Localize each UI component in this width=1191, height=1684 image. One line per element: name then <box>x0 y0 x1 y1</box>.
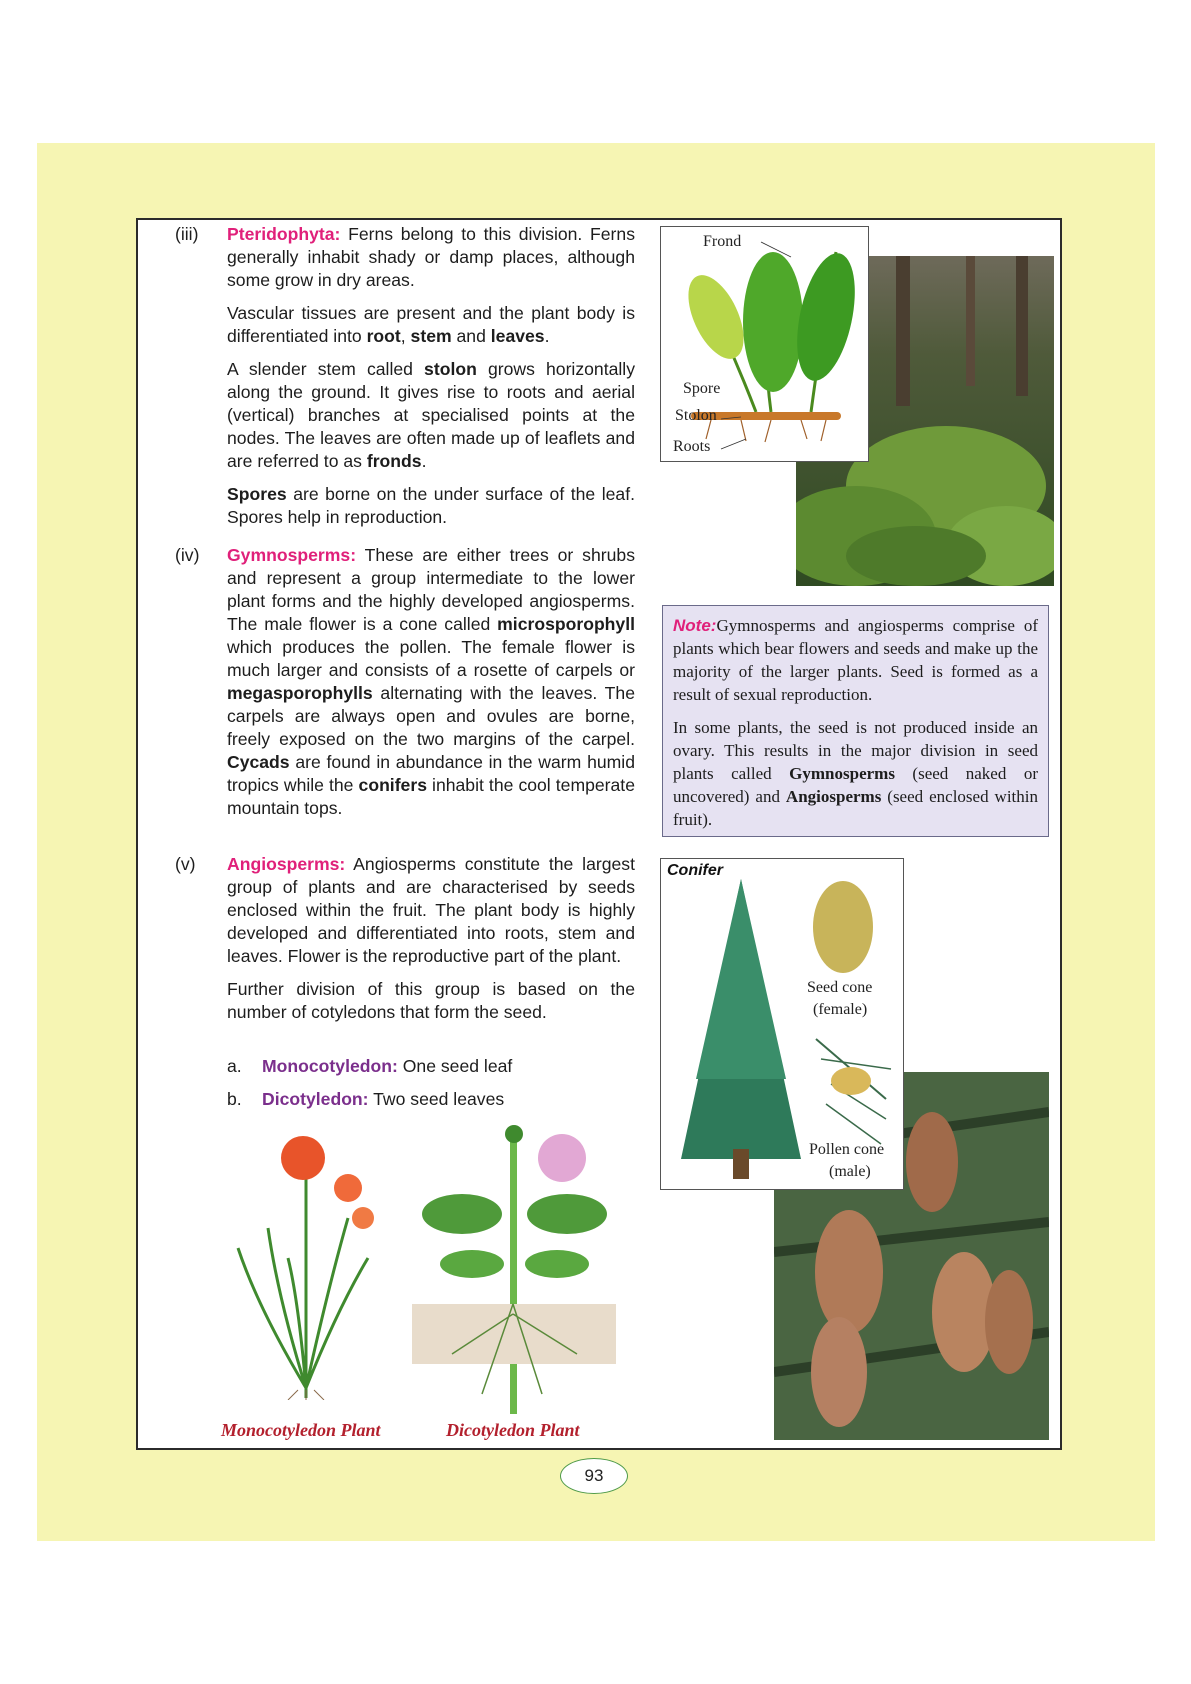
label-frond: Frond <box>703 233 742 250</box>
label-seed-cone: Seed cone <box>807 979 873 996</box>
section-pteridophyta: (iii) Pteridophyta: Ferns belong to this division. Ferns generally inhabit shady or damp places, although some grow in dry areas. Vascular tissues are present and the plant body is differentiated into root, stem and leaves. A slender stem called stolon grows horizontally along the ground. It gives rise to roots and aerial (vertical) branches at specialised points at the nodes. The leaves are often made up of leaflets and are referred to as fronds. Spores are borne on the under surface of the leaf. Spores help in reproduction. <box>175 224 635 527</box>
monocotyledon-illustration <box>218 1128 394 1400</box>
label-female: (female) <box>813 1001 868 1018</box>
label-spore: Spore <box>683 380 721 397</box>
fern-illustration <box>661 227 868 461</box>
label-stolon: Stolon <box>675 407 717 424</box>
section-number: (iv) <box>175 545 200 565</box>
section-title: Gymnosperms: <box>227 545 357 565</box>
section-number: (v) <box>175 854 196 874</box>
section-gymnosperms: (iv) Gymnosperms: These are either trees or shrubs and represent a group intermediate to the lower plant forms and the highly developed angiosperms. The male flower is a cone called microsporophyll which produces the pollen. The female flower is much larger and consists of a rosette of carpels or megasporophylls alternating with the leaves. The carpels are always open and ovules are borne, freely exposed on the two margins of the carpel. Cycads are found in abundance in the warm humid tropics while the conifers inhabit the cool temperate mountain tops. <box>175 545 635 818</box>
section-title: Pteridophyta: <box>227 224 341 244</box>
label-male: (male) <box>829 1163 871 1180</box>
label-pollen-cone: Pollen cone <box>809 1141 885 1158</box>
conifer-illustration <box>661 859 903 1189</box>
dicotyledon-illustration <box>412 1124 616 1414</box>
conifer-title: Conifer <box>667 862 723 879</box>
list-item-dicotyledon: b. Dicotyledon: Two seed leaves <box>227 1089 505 1109</box>
section-angiosperms: (v) Angiosperms: Angiosperms constitute the largest group of plants and are characterised by seeds enclosed within the fruit. The plant body is highly developed and differentiated into roots, stem and leaves. Flower is the reproductive part of the plant. Further division of this group is based on the number of cotyledons that form the seed. <box>175 854 635 1022</box>
conifer-diagram <box>660 858 904 1190</box>
note-label: Note: <box>673 616 717 635</box>
list-item-monocotyledon: a. Monocotyledon: One seed leaf <box>227 1056 513 1076</box>
label-roots: Roots <box>673 438 711 455</box>
section-title: Angiosperms: <box>227 854 346 874</box>
page-number: 93 <box>560 1458 628 1494</box>
note-box: Note:Gymnosperms and angiosperms comprise of plants which bear flowers and seeds and make up the majority of the larger plants. Seed is formed as a result of sexual reproduction. In some plants, the seed is not produced inside an ovary. This results in the major division in seed plants called Gymnosperms (seed naked or uncovered) and Angiosperms (seed enclosed within fruit). <box>662 605 1049 837</box>
caption-dicotyledon: Dicotyledon Plant <box>446 1420 580 1440</box>
caption-monocotyledon: Monocotyledon Plant <box>221 1420 381 1440</box>
fern-diagram <box>660 226 869 462</box>
section-number: (iii) <box>175 224 199 244</box>
